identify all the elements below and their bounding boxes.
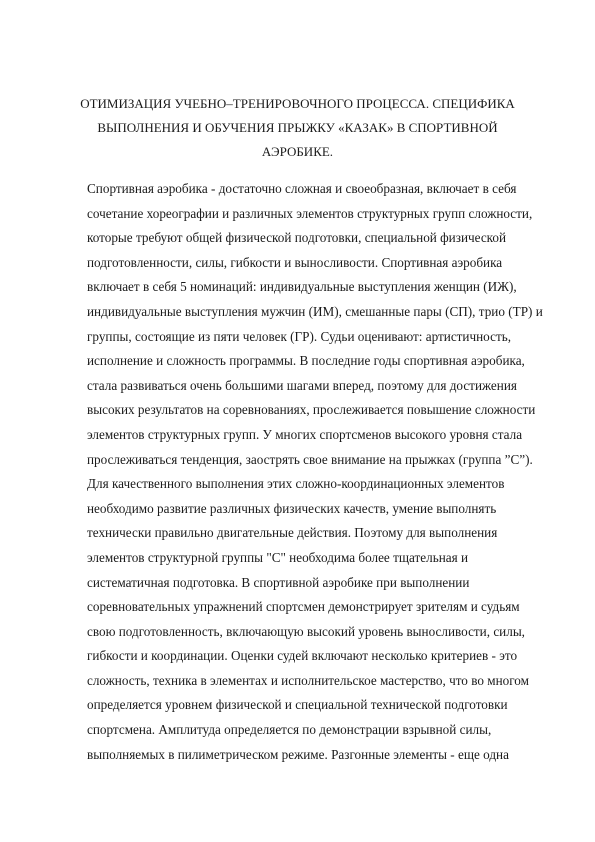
document-body [87, 177, 547, 767]
body-line: необходимо развитие различных физических качеств, умение выполнять [87, 500, 497, 516]
body-line: спортсмена. Амплитуда определяется по демонстрации взрывной силы, [87, 722, 492, 738]
title-line: АЭРОБИКЕ. [261, 144, 334, 159]
body-line: свою подготовленность, включающую высокий уровень выносливости, силы, [87, 623, 525, 639]
body-line: определяется уровнем физической и специальной технической подготовки [87, 697, 508, 713]
body-line: высоких результатов на соревнованиях, прослеживается повышение сложности [87, 402, 536, 418]
body-line: систематичная подготовка. В спортивной аэробике при выполнении [87, 574, 470, 590]
body-line: гибкости и координации. Оценки судей включают несколько критериев - это [87, 648, 518, 664]
body-line: исполнение и сложность программы. В последние годы спортивная аэробика, [87, 353, 525, 369]
body-line: элементов структурных групп. У многих спортсменов высокого уровня стала [87, 426, 523, 442]
title-line: ОТИМИЗАЦИЯ УЧЕБНО–ТРЕНИРОВОЧНОГО ПРОЦЕССА. СПЕЦИФИКА [80, 96, 515, 111]
body-line: стала развиваться очень большими шагами вперед, поэтому для достижения [87, 377, 517, 393]
body-line: включает в себя 5 номинаций: индивидуальные выступления женщин (ИЖ), [87, 279, 517, 295]
body-line: элементов структурной группы "С" необходима более тщательная и [87, 549, 469, 565]
document-title [60, 92, 535, 164]
body-line: группы, состоящие из пяти человек (ГР). Судьи оценивают: артистичность, [87, 328, 512, 344]
body-line: прослеживаться тенденция, заострять свое внимание на прыжках (группа ”С”). [87, 451, 533, 467]
body-line: сочетание хореографии и различных элементов структурных групп сложности, [87, 205, 533, 221]
body-line: сложность, техника в элементах и исполнительское мастерство, что во многом [87, 672, 529, 688]
title-line: ВЫПОЛНЕНИЯ И ОБУЧЕНИЯ ПРЫЖКУ «КАЗАК» В СПОРТИВНОЙ [97, 120, 498, 135]
body-line: Для качественного выполнения этих сложно-координационных элементов [87, 476, 505, 492]
body-line: Спортивная аэробика - достаточно сложная и своеобразная, включает в себя [87, 181, 517, 196]
body-line: которые требуют общей физической подготовки, специальной физической [87, 230, 507, 246]
body-line: индивидуальные выступления мужчин (ИМ), смешанные пары (СП), трио (ТР) и [87, 303, 543, 319]
body-line: выполняемых в пилиметрическом режиме. Разгонные элементы - еще одна [87, 746, 509, 762]
body-line: технически правильно двигательные действия. Поэтому для выполнения [87, 525, 498, 541]
body-line: подготовленности, силы, гибкости и выносливости. Спортивная аэробика [87, 254, 503, 270]
body-line: соревновательных упражнений спортсмен демонстрирует зрителям и судьям [87, 599, 520, 615]
